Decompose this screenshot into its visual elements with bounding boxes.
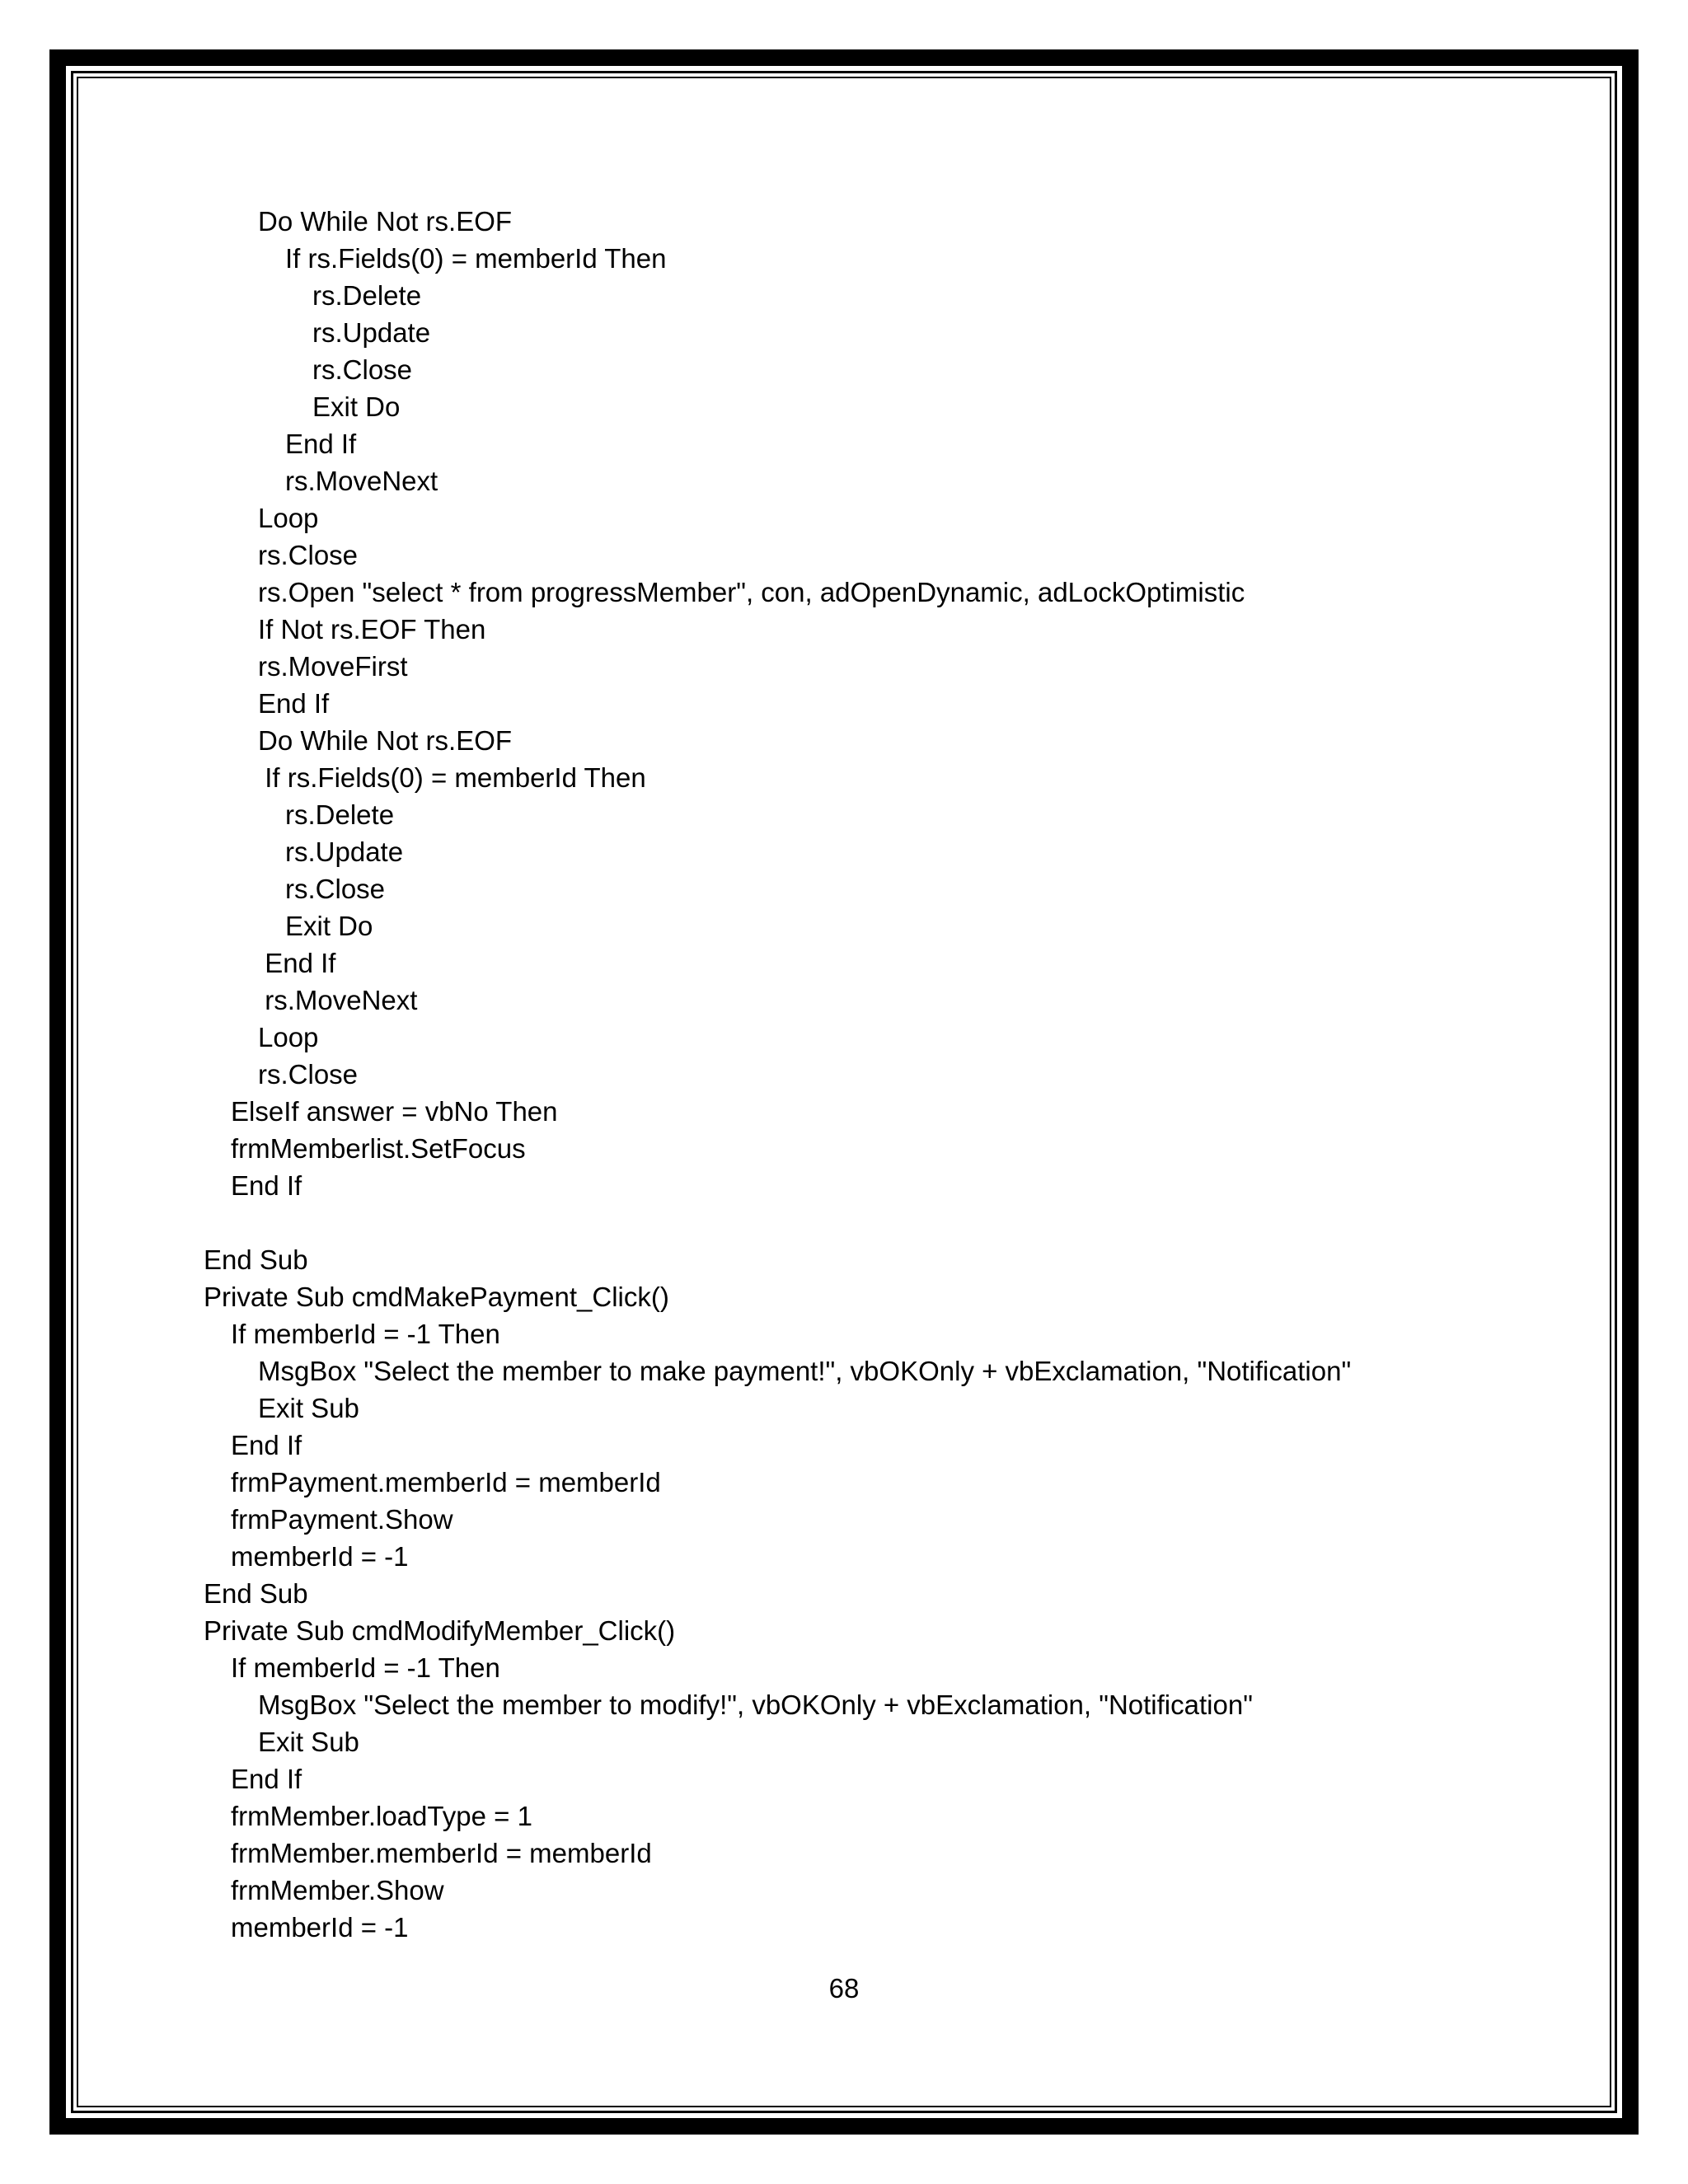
code-line: Do While Not rs.EOF xyxy=(258,725,513,756)
code-line: End Sub xyxy=(204,1578,308,1609)
code-line: Exit Do xyxy=(312,391,401,422)
code-line: Loop xyxy=(258,1022,319,1052)
code-line: Exit Sub xyxy=(258,1727,359,1757)
code-line: End If xyxy=(285,429,357,459)
code-line: rs.Close xyxy=(312,354,413,385)
code-line: Exit Sub xyxy=(258,1393,359,1423)
code-line: End If xyxy=(231,1764,302,1794)
code-line: If rs.Fields(0) = memberId Then xyxy=(285,243,667,274)
code-line: If rs.Fields(0) = memberId Then xyxy=(265,762,646,793)
code-line: frmPayment.Show xyxy=(231,1504,453,1535)
code-line: frmMember.memberId = memberId xyxy=(231,1838,652,1868)
code-line: Do While Not rs.EOF xyxy=(258,206,513,237)
code-line: Loop xyxy=(258,503,319,533)
code-line: rs.Delete xyxy=(285,799,395,830)
code-line: rs.Close xyxy=(258,540,359,570)
code-line: MsgBox "Select the member to make payment!", vbOKOnly + vbExclamation, "Notification" xyxy=(258,1356,1352,1386)
code-line: End If xyxy=(231,1170,302,1201)
code-line: rs.Close xyxy=(258,1059,359,1090)
code-line: frmMemberlist.SetFocus xyxy=(231,1133,526,1164)
code-line: rs.MoveFirst xyxy=(258,651,408,682)
code-line: Private Sub cmdModifyMember_Click() xyxy=(204,1615,676,1646)
code-line: End If xyxy=(265,948,336,978)
code-line: Exit Do xyxy=(285,911,373,941)
code-line: frmPayment.memberId = memberId xyxy=(231,1467,661,1497)
code-line: ElseIf answer = vbNo Then xyxy=(231,1096,558,1127)
code-line: End If xyxy=(231,1430,302,1460)
code-line: rs.MoveNext xyxy=(265,985,418,1015)
code-line: memberId = -1 xyxy=(231,1541,409,1572)
code-line: If memberId = -1 Then xyxy=(231,1652,500,1683)
code-line: frmMember.loadType = 1 xyxy=(231,1801,532,1831)
code-line: If Not rs.EOF Then xyxy=(258,614,486,644)
code-line: rs.Delete xyxy=(312,280,422,311)
code-line: Private Sub cmdMakePayment_Click() xyxy=(204,1282,669,1312)
code-line: memberId = -1 xyxy=(231,1912,409,1943)
code-line: rs.MoveNext xyxy=(285,466,438,496)
code-line: If memberId = -1 Then xyxy=(231,1319,500,1349)
code-line: End If xyxy=(258,688,330,719)
code-line: rs.Close xyxy=(285,874,386,904)
code-line: rs.Update xyxy=(312,317,431,348)
code-line: frmMember.Show xyxy=(231,1875,444,1905)
page-number: 68 xyxy=(828,1973,860,2004)
code-line: End Sub xyxy=(204,1244,308,1275)
code-line: rs.Open "select * from progressMember", con, adOpenDynamic, adLockOptimistic xyxy=(258,577,1245,607)
code-line: rs.Update xyxy=(285,837,404,867)
code-line: MsgBox "Select the member to modify!", vbOKOnly + vbExclamation, "Notification" xyxy=(258,1690,1253,1720)
